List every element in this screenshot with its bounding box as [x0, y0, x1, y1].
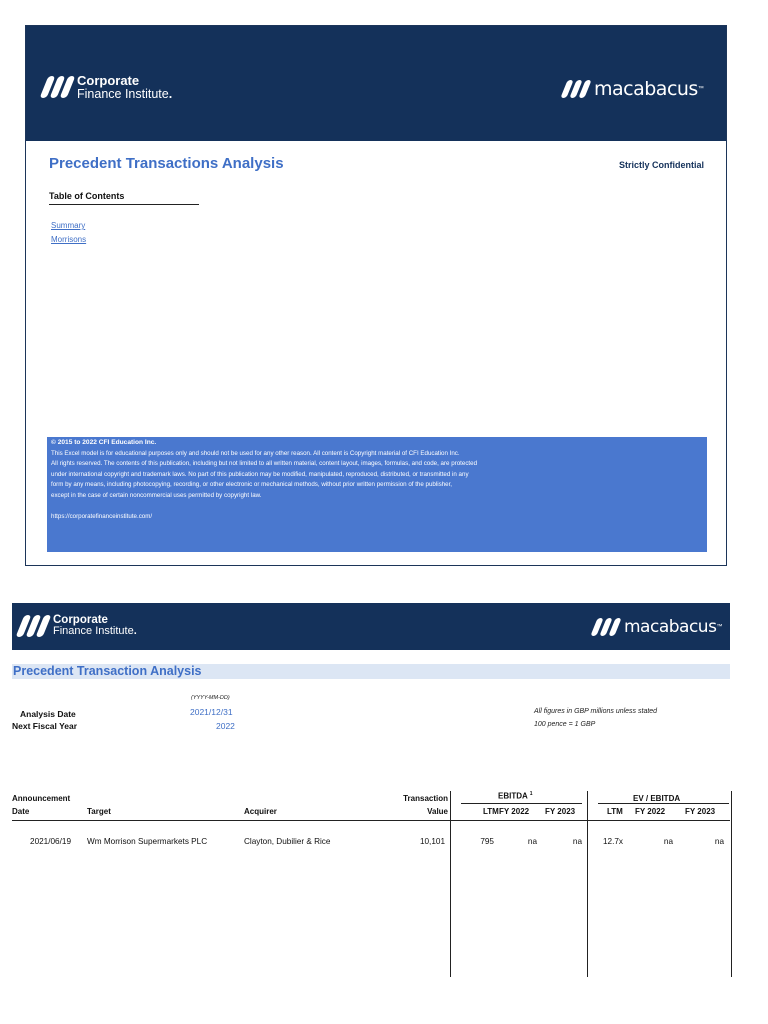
col-ev-fy2022: FY 2022: [635, 807, 666, 816]
copyright-line: under international copyright and trademark laws. No part of this publication may be modified, manipulated, reproduced, distributed, or transmitted in any: [51, 470, 469, 478]
sheet-title: Precedent Transaction Analysis: [13, 664, 202, 678]
toc-link-morrisons[interactable]: Morrisons: [51, 235, 87, 244]
cfi-logo-icon: [20, 615, 47, 637]
confidential-label: Strictly Confidential: [618, 160, 704, 170]
col-target: Target: [87, 807, 111, 816]
col-date: Date: [12, 807, 30, 816]
cover-title: Precedent Transactions Analysis: [49, 155, 284, 172]
macabacus-logo-icon: [594, 618, 618, 636]
cfi-logo: Corporate Finance Institute.: [20, 614, 137, 638]
copyright-heading: © 2015 to 2022 CFI Education Inc.: [51, 439, 157, 446]
row-ev-fy2023: na: [714, 837, 724, 846]
macabacus-logo-icon: [564, 80, 588, 98]
row-ebitda-ltm: 795: [480, 837, 494, 846]
cfi-logo: Corporate Finance Institute.: [44, 74, 172, 101]
macabacus-logo: macabacus ™: [594, 617, 722, 637]
col-announcement: Announcement: [12, 794, 71, 803]
col-ev-fy2023: FY 2023: [685, 807, 716, 816]
toc-link-summary[interactable]: Summary: [51, 221, 86, 230]
toc-heading: Table of Contents: [49, 191, 199, 205]
col-acquirer: Acquirer: [244, 807, 277, 816]
header-underline: [12, 820, 730, 821]
column-separator: [587, 791, 588, 977]
row-value: 10,101: [419, 837, 445, 846]
row-date: 2021/06/19: [30, 837, 71, 846]
ev-group-underline: [598, 803, 729, 804]
copyright-line: except in the case of certain noncommercial uses permitted by copyright law.: [51, 491, 262, 499]
analysis-date-value[interactable]: 2021/12/31: [190, 707, 233, 717]
units-note: All figures in GBP millions unless stated: [534, 708, 658, 715]
date-format-hint: (YYYY-MM-DD): [191, 695, 230, 701]
row-ev-fy2022: na: [663, 837, 673, 846]
next-fiscal-year-value[interactable]: 2022: [216, 721, 235, 731]
col-group-ev-ebitda: EV / EBITDA: [633, 794, 681, 803]
column-separator: [731, 791, 732, 977]
copyright-notice: [47, 437, 707, 552]
ebitda-group-underline: [461, 803, 582, 804]
row-ebitda-fy2022: na: [527, 837, 537, 846]
row-ebitda-fy2023: na: [572, 837, 582, 846]
column-separator: [450, 791, 451, 977]
macabacus-logo: macabacus ™: [564, 78, 704, 100]
analysis-date-label: Analysis Date: [20, 709, 76, 719]
row-acquirer: Clayton, Dubilier & Rice: [244, 837, 331, 846]
copyright-line: form by any means, including photocopying, recording, or other electronic or mechanical methods, without prior written permission of the publisher,: [51, 481, 453, 489]
cfi-logo-icon: [44, 76, 71, 98]
col-value: Value: [427, 807, 448, 816]
row-ev-ltm: 12.7x: [603, 837, 624, 846]
col-ebitda-ltm: LTM: [483, 807, 499, 816]
copyright-line: This Excel model is for educational purposes only and should not be used for any other reason. All content is Copyright material of CFI Education Inc.: [51, 449, 460, 457]
col-group-ebitda: EBITDA $^1$: [498, 791, 533, 801]
col-ebitda-fy2022: FY 2022: [499, 807, 530, 816]
col-transaction: Transaction: [403, 794, 448, 803]
currency-note: 100 pence = 1 GBP: [534, 721, 596, 728]
copyright-line: All rights reserved. The contents of this publication, including but not limited to all written material, content layout, images, formulas, and code, are protected: [51, 460, 478, 468]
copyright-url[interactable]: https://corporatefinanceinstitute.com/: [51, 512, 153, 520]
col-ebitda-fy2023: FY 2023: [545, 807, 576, 816]
next-fiscal-year-label: Next Fiscal Year: [12, 721, 78, 731]
col-ev-ltm: LTM: [607, 807, 623, 816]
row-target: Wm Morrison Supermarkets PLC: [87, 837, 208, 846]
